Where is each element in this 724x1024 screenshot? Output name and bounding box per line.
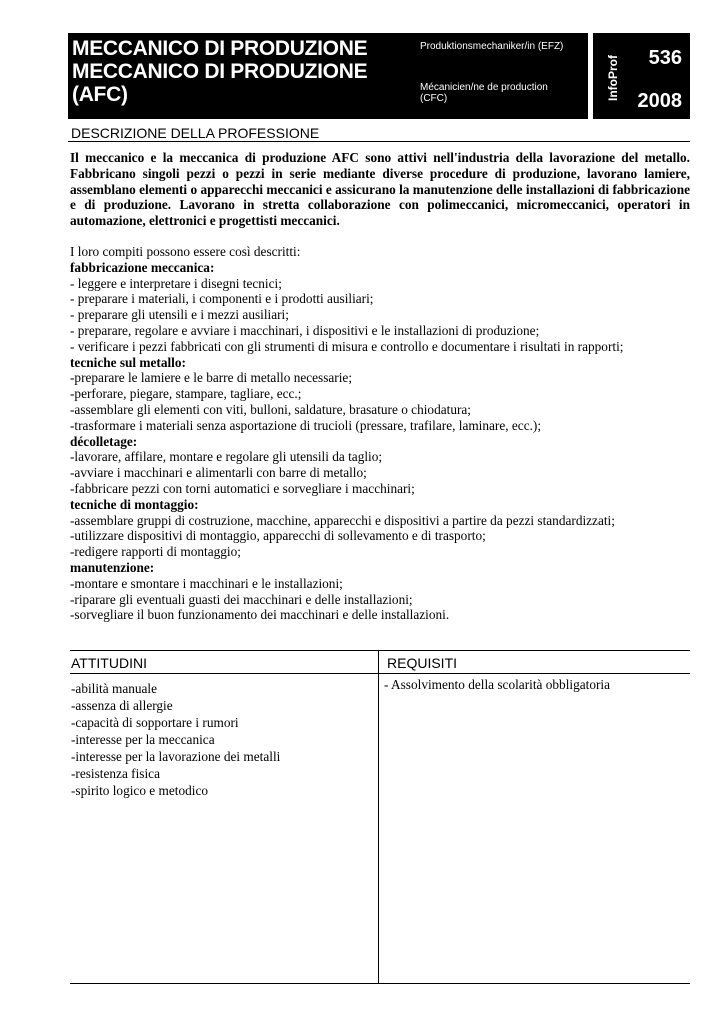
attitudine-item: -spirito logico e metodico <box>71 783 209 798</box>
task-item: - preparare i materiali, i componenti e i prodotti ausiliari; <box>70 291 374 307</box>
task-section-heading: décolletage: <box>70 433 138 449</box>
attitudes-requirements-table <box>70 650 690 983</box>
task-list <box>70 449 690 496</box>
sheet-year: 2008 <box>637 90 682 112</box>
requisiti-list <box>384 676 684 693</box>
attitudine-item: -resistenza fisica <box>71 766 160 781</box>
task-item: -perforare, piegare, stampare, tagliare, ecc.; <box>70 386 302 402</box>
job-title-line-2: MECCANICO DI PRODUZIONE <box>72 60 368 83</box>
attitudine-item: -interesse per la lavorazione dei metalli <box>71 749 281 764</box>
task-section <box>70 434 690 497</box>
requisiti-heading: REQUISITI <box>387 655 458 671</box>
task-item: -avviare i macchinari e alimentarli con barre di metallo; <box>70 465 367 481</box>
job-title-line-1: MECCANICO DI PRODUZIONE <box>72 37 368 60</box>
task-item: -redigere rapporti di montaggio; <box>70 544 241 560</box>
task-item: - leggere e interpretare i disegni tecnici; <box>70 275 282 291</box>
task-item: -riparare gli eventuali guasti dei macchinari e delle installazioni; <box>70 591 413 607</box>
attitudini-heading: ATTITUDINI <box>71 655 147 671</box>
infoprof-label: InfoProf <box>606 55 620 101</box>
tasks-lead: I loro compiti possono essere così descritti: <box>70 243 301 259</box>
task-item: -assemblare gli elementi con viti, bulloni, saldature, brasature o chiodatura; <box>70 401 471 417</box>
task-section <box>70 355 690 434</box>
task-item: -trasformare i materiali senza asportazione di trucioli (pressare, trafilare, laminare, ecc.); <box>70 417 542 433</box>
table-bottom-rule <box>70 983 690 984</box>
task-item: -montare e smontare i macchinari e le installazioni; <box>70 575 343 591</box>
requisito-item: - Assolvimento della scolarità obbligatoria <box>384 677 610 692</box>
task-section <box>70 260 690 355</box>
task-item: - preparare, regolare e avviare i macchinari, i dispositivi e le installazioni di produzione; <box>70 322 540 338</box>
sheet-number: 536 <box>648 47 682 69</box>
french-title-line-2: (CFC) <box>420 93 448 104</box>
intro-paragraph: Il meccanico e la meccanica di produzione AFC sono attivi nell'industria della lavorazione del metallo. Fabbricano singoli pezzi o pezzi in serie mediante diverse procedure di produzione, lavorano lamiere, assemblano elementi o apparecchi meccanici e assicurano la manutenzione delle installazioni di fabbricazione e di produzione. Lavorano in stretta collaborazione con polimeccanici, micromeccanici, operatori in automazione, elettronici e progettisti meccanici. <box>70 150 690 229</box>
task-item: -preparare le lamiere e le barre di metallo necessarie; <box>70 370 353 386</box>
task-list <box>70 576 690 623</box>
task-item: - preparare gli utensili e i mezzi ausiliari; <box>70 307 289 323</box>
header-banner <box>68 33 690 119</box>
attitudine-item: -interesse per la meccanica <box>71 732 215 747</box>
task-list <box>70 370 690 433</box>
task-item: -fabbricare pezzi con torni automatici e sorvegliare i macchinari; <box>70 480 415 496</box>
task-list <box>70 513 690 560</box>
attitudine-item: -abilità manuale <box>71 681 158 696</box>
task-section-heading: manutenzione: <box>70 559 155 575</box>
task-item: -utilizzare dispositivi di montaggio, apparecchi di sollevamento e di trasporto; <box>70 528 486 544</box>
column-divider <box>378 650 379 983</box>
french-title-line-1: Mécanicien/ne de production <box>420 82 548 93</box>
german-title: Produktionsmechaniker/in (EFZ) <box>420 41 564 52</box>
task-item: -assemblare gruppi di costruzione, macchine, apparecchi e dispositivi a partire da pezzi standardizzati; <box>70 512 615 528</box>
header-divider <box>588 33 593 119</box>
description-rule <box>68 141 690 142</box>
task-list <box>70 276 690 355</box>
task-item: -sorvegliare il buon funzionamento dei macchinari e delle installazioni. <box>70 607 450 623</box>
task-section <box>70 560 690 623</box>
description-heading: DESCRIZIONE DELLA PROFESSIONE <box>71 125 320 141</box>
task-section-heading: tecniche di montaggio: <box>70 496 199 512</box>
attitudini-list <box>71 680 371 799</box>
job-title-line-3: (AFC) <box>72 83 128 106</box>
task-item: -lavorare, affilare, montare e regolare gli utensili da taglio; <box>70 449 383 465</box>
description-body <box>70 150 690 623</box>
attitudine-item: -capacità di sopportare i rumori <box>71 715 239 730</box>
task-item: - verificare i pezzi fabbricati con gli strumenti di misura e controllo e documentare i risultati in rapporti; <box>70 338 624 354</box>
task-section-heading: fabbricazione meccanica: <box>70 259 215 275</box>
attitudine-item: -assenza di allergie <box>71 698 173 713</box>
task-section-heading: tecniche sul metallo: <box>70 354 186 370</box>
task-section <box>70 497 690 560</box>
task-sections <box>70 260 690 623</box>
